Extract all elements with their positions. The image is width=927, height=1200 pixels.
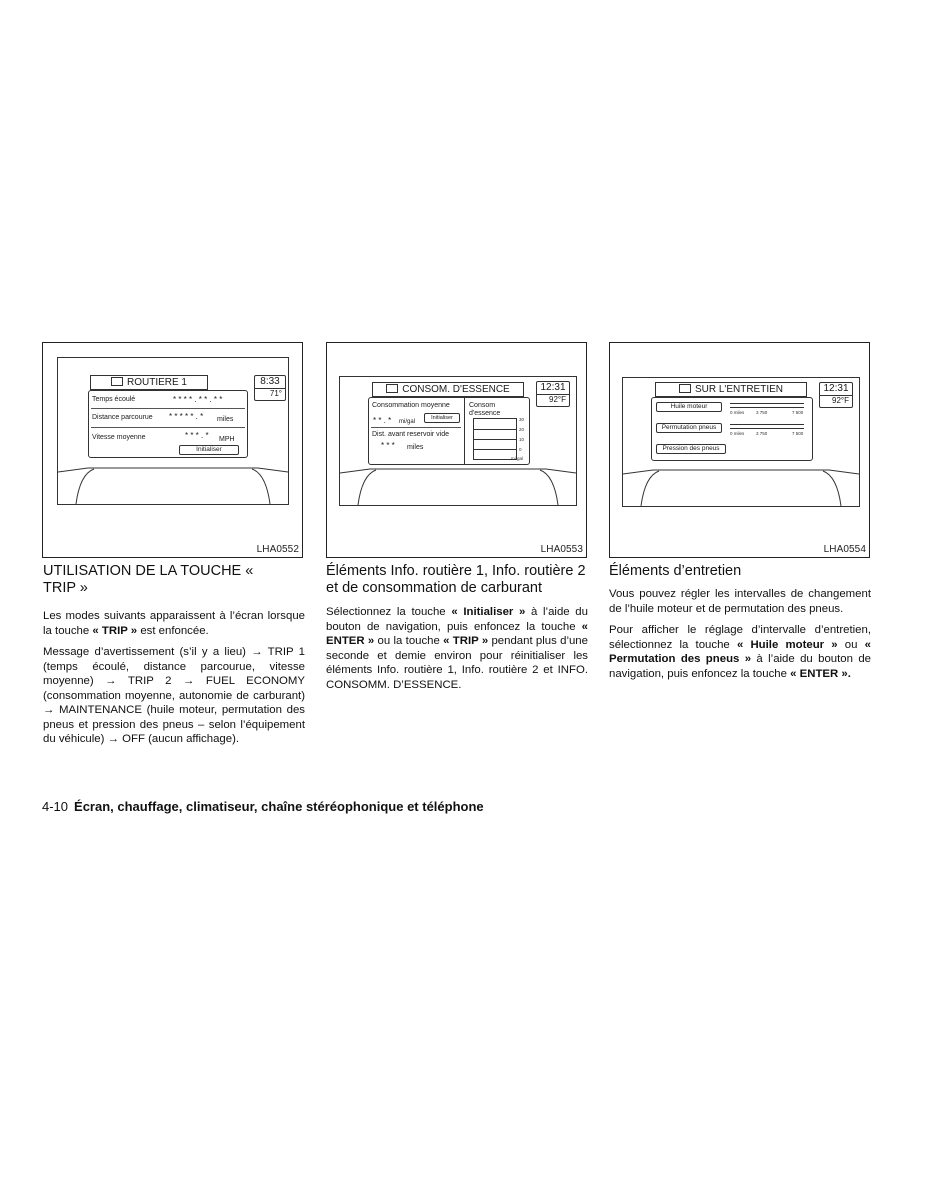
scale-unit: mi/gal bbox=[511, 456, 524, 461]
clock-box bbox=[254, 375, 286, 401]
row-unit: MPH bbox=[219, 436, 235, 443]
history-bars bbox=[473, 418, 517, 460]
divider bbox=[371, 427, 461, 428]
reset-button[interactable]: Initialiser bbox=[424, 413, 460, 423]
row-value: * * * * * . * bbox=[169, 412, 204, 421]
paragraph: Les modes suivants apparaissent à l’écran lorsque la touche « TRIP » est enfoncée. bbox=[43, 610, 305, 637]
row-label: Distance parcourue bbox=[92, 414, 153, 421]
gauge-tick: 0 miles bbox=[730, 431, 745, 436]
figure-maintenance bbox=[609, 342, 870, 558]
figure-code: LHA0553 bbox=[540, 544, 583, 555]
maintenance-panel bbox=[651, 397, 813, 461]
range-value: * * * bbox=[381, 441, 395, 450]
column-trip bbox=[43, 563, 305, 747]
gauge-tick: 3 750 bbox=[756, 410, 768, 415]
page-footer bbox=[42, 799, 484, 814]
clock-time: 12:31 bbox=[537, 382, 569, 395]
outside-temp: 71° bbox=[269, 389, 282, 398]
reset-button[interactable]: Initialiser bbox=[179, 445, 239, 455]
oil-interval-gauge bbox=[730, 403, 804, 408]
gauge-tick: 3 750 bbox=[756, 431, 768, 436]
gauge-tick: 7 500 bbox=[792, 410, 804, 415]
display-screen bbox=[57, 357, 289, 505]
column-maintenance bbox=[609, 563, 871, 681]
section-heading: UTILISATION DE LA TOUCHE « TRIP » bbox=[43, 563, 254, 596]
tire-interval-gauge bbox=[730, 424, 804, 429]
range-label: Dist. avant reservoir vide bbox=[372, 431, 450, 438]
dashboard-outline bbox=[623, 466, 859, 506]
panel-divider bbox=[464, 398, 465, 464]
gauge-tick: 7 500 bbox=[792, 431, 804, 436]
scale-tick: 0 bbox=[519, 447, 522, 452]
paragraph: Message d’avertissement (s’il y a lieu) → TRIP 1 (temps écoulé, distance parcourue, vitesse moyenne) → TRIP 2 → FUEL ECONOMY (consommation moyenne, autonomie de carburant) → MAINTENANCE (huile moteur, permutation des pneus et pression des pneus – selon l’équipement du véhicule) → OFF (aucun affichage). bbox=[43, 646, 305, 745]
row-value: * * * * . * * . * * bbox=[173, 395, 223, 404]
paragraph: Vous pouvez régler les intervalles de changement de l’huile moteur et de permutation des pneus. bbox=[609, 588, 871, 615]
clock-time: 12:31 bbox=[820, 383, 852, 396]
display-screen bbox=[339, 376, 577, 506]
section-heading: Éléments Info. routière 1, Info. routière 2 et de consommation de carburant bbox=[326, 563, 586, 596]
section-heading: Éléments d’entretien bbox=[609, 563, 742, 579]
paragraph: Pour afficher le réglage d’intervalle d’entretien, sélectionnez la touche « Huile moteur » ou « Permutation des pneus » à l’aide du bouton de navigation, puis enfoncez la touche « ENTER ». bbox=[609, 624, 872, 680]
dashboard-outline bbox=[58, 464, 288, 504]
scale-tick: 10 bbox=[519, 437, 525, 442]
engine-oil-button[interactable]: Huile moteur bbox=[656, 402, 722, 412]
book-icon bbox=[111, 377, 123, 386]
tire-pressure-button[interactable]: Pression des pneus bbox=[656, 444, 726, 454]
figure-fuel-economy bbox=[326, 342, 587, 558]
clock-box bbox=[536, 381, 570, 407]
avg-consumption-label: Consommation moyenne bbox=[372, 402, 450, 409]
row-label: Temps écoulé bbox=[92, 396, 136, 403]
scale-tick: 20 bbox=[519, 427, 525, 432]
screen-title: CONSOM. D'ESSENCE bbox=[372, 382, 524, 397]
dashboard-outline bbox=[340, 465, 576, 505]
trip-panel bbox=[88, 390, 248, 458]
tire-rotation-button[interactable]: Permutation pneus bbox=[656, 423, 722, 433]
wrench-icon bbox=[679, 384, 691, 393]
clock-time: 8:33 bbox=[255, 376, 285, 389]
figure-code: LHA0554 bbox=[823, 544, 866, 555]
avg-consumption-unit: mi/gal bbox=[399, 419, 416, 425]
avg-consumption-value: * * . * bbox=[373, 416, 392, 425]
figure-trip-1 bbox=[42, 342, 303, 558]
clock-box bbox=[819, 382, 853, 408]
page-number: 4-10 bbox=[42, 799, 69, 814]
history-label: Consom d'essence bbox=[469, 402, 501, 417]
screen-title: SUR L'ENTRETIEN bbox=[655, 382, 807, 397]
row-value: * * * . * bbox=[185, 431, 209, 440]
gauge-tick: 0 miles bbox=[730, 410, 745, 415]
row-unit: miles bbox=[217, 416, 234, 423]
row-label: Vitesse moyenne bbox=[92, 434, 146, 441]
paragraph: Sélectionnez la touche « Initialiser » à l’aide du bouton de navigation, puis enfoncez la touche « ENTER » ou la touche « TRIP » pendant plus d’une seconde et demie environ pour réinitialiser les éléments Info. routière 1, Info. routière 2 et INFO. CONSOMM. D’ESSENCE. bbox=[326, 606, 588, 691]
fuel-panel bbox=[368, 397, 530, 465]
range-unit: miles bbox=[407, 444, 424, 451]
column-reset bbox=[326, 563, 588, 692]
outside-temp: 92°F bbox=[549, 395, 566, 404]
outside-temp: 92°F bbox=[832, 396, 849, 405]
chapter-title: Écran, chauffage, climatiseur, chaîne stéréophonique et téléphone bbox=[74, 799, 484, 814]
screen-title: ROUTIERE 1 bbox=[90, 375, 208, 390]
divider bbox=[91, 408, 245, 409]
display-screen bbox=[622, 377, 860, 507]
scale-tick: 30 bbox=[519, 417, 525, 422]
divider bbox=[91, 427, 245, 428]
figure-code: LHA0552 bbox=[256, 544, 299, 555]
fuel-icon bbox=[386, 384, 398, 393]
